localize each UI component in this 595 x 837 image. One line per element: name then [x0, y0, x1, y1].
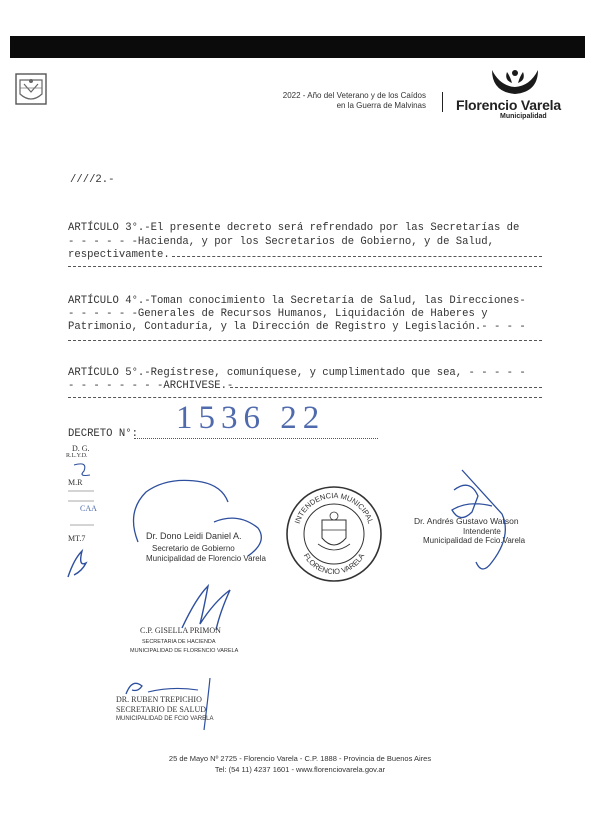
- slogan-line-1: 2022 - Año del Veterano y de los Caídos: [282, 91, 426, 100]
- stamp-top-text: INTENDENCIA MUNICIPAL: [292, 490, 376, 525]
- municipal-logo-icon: [488, 66, 542, 96]
- margin-note: CAA: [80, 504, 97, 513]
- fill-dashes: [230, 387, 542, 388]
- margin-note: R.L.Y.D.: [66, 453, 88, 459]
- footer-address: 25 de Mayo Nº 2725 - Florencio Varela - C.P. 1888 - Provincia de Buenos Aires: [168, 754, 432, 763]
- header-divider: [442, 92, 443, 112]
- decree-label: DECRETO N°:: [68, 428, 138, 440]
- article-3-line-2: - - - - - -Hacienda, y por los Secretarios de Gobierno, y de Salud,: [68, 236, 494, 248]
- page-marker: ////2.-: [70, 174, 115, 186]
- margin-note: D. G.: [72, 444, 90, 453]
- salud-title: SECRETARIO DE SALUD: [116, 705, 207, 714]
- article-3-line-3: respectivamente.: [68, 249, 170, 261]
- coat-of-arms-icon: [14, 72, 48, 108]
- fill-dashes: [68, 340, 542, 341]
- article-4-line-2: - - - - - -Generales de Recursos Humanos, Liquidación de Haberes y: [68, 308, 488, 320]
- article-5-line-2: - - - - - - - -ARCHIVESE.-: [68, 380, 234, 392]
- article-3-line-1: ARTÍCULO 3°.-El presente decreto será refrendado por las Secretarías de: [68, 222, 520, 234]
- footer-contact: Tel: (54 11) 4237 1601 - www.florenciovarela.gov.ar: [214, 765, 386, 774]
- municipal-seal-stamp: [284, 484, 384, 584]
- intendente-name: Dr. Andrés Gustavo Watson: [414, 516, 519, 526]
- decree-number: 1536 22: [176, 400, 326, 436]
- margin-note: MT.7: [68, 534, 86, 543]
- brand-subtitle: Municipalidad: [500, 113, 547, 120]
- gobierno-org: Municipalidad de Florencio Varela: [146, 554, 266, 563]
- salud-name: DR. RUBEN TREPICHIO: [116, 695, 202, 704]
- salud-org: MUNICIPALIDAD DE FCIO VARELA: [116, 716, 214, 722]
- margin-note: M.R: [68, 478, 83, 487]
- brand-name: Florencio Varela: [456, 97, 561, 113]
- article-5-line-1: ARTÍCULO 5°.-Regístrese, comuníquese, y cumplimentado que sea, - - - - -: [68, 367, 526, 379]
- gobierno-title: Secretario de Gobierno: [152, 544, 235, 553]
- decree-underline: [134, 438, 378, 439]
- slogan-line-2: en la Guerra de Malvinas: [336, 101, 426, 110]
- hacienda-org: MUNICIPALIDAD DE FLORENCIO VARELA: [130, 648, 239, 654]
- fill-dashes: [172, 256, 542, 257]
- gobierno-name: Dr. Dono Leidi Daniel A.: [146, 531, 242, 541]
- commemorative-slogan: [230, 91, 426, 111]
- fill-dashes: [68, 397, 542, 398]
- article-4-line-3: Patrimonio, Contaduría, y la Dirección de Registro y Legislación.- - - -: [68, 321, 526, 333]
- hacienda-name: C.P. GISELLA PRIMON: [140, 626, 221, 635]
- fill-dashes: [68, 266, 542, 267]
- intendente-org: Municipalidad de Fcio.Varela: [423, 536, 526, 545]
- article-4-line-1: ARTÍCULO 4°.-Toman conocimiento la Secretaría de Salud, las Direcciones-: [68, 295, 526, 307]
- top-black-bar: [10, 36, 585, 58]
- stamp-bottom-text: FLORENCIO VARELA: [301, 551, 367, 577]
- intendente-title: Intendente: [463, 527, 501, 536]
- margin-initials-signature: [60, 455, 100, 585]
- signature-intendente: [432, 466, 522, 586]
- hacienda-title: SECRETARIA DE HACIENDA: [142, 639, 216, 645]
